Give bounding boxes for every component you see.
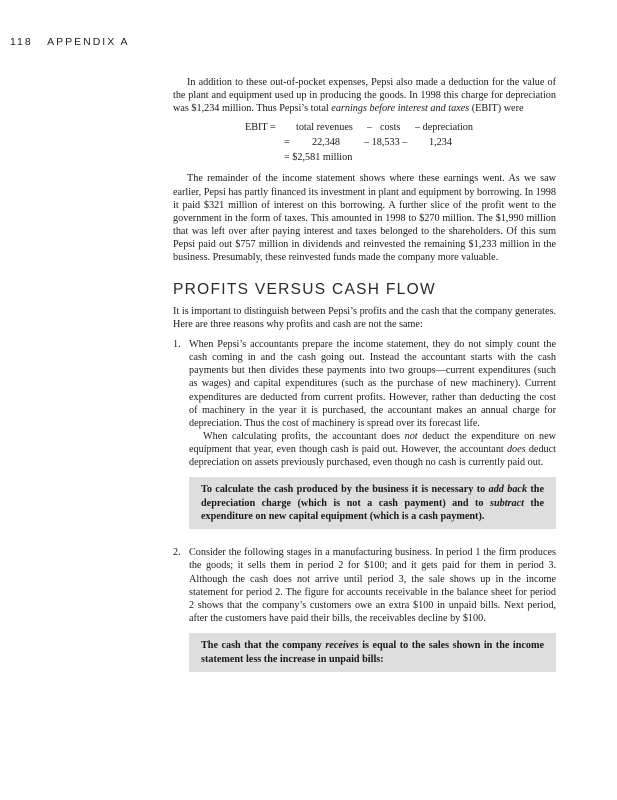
item-text: deduct the expenditure on new equipment that year, even though cash is paid out. However, the accountant [189, 430, 556, 456]
intro-text-b: (EBIT) were [469, 103, 524, 115]
eq-equals: = [284, 137, 290, 149]
eq-costs-value: – 18,533 – [364, 137, 408, 149]
eq-minus-1: – [367, 122, 373, 134]
item-number: 2. [173, 547, 181, 559]
callout-part: The cash that the company [201, 640, 326, 652]
eq-depreciation-value: 1,234 [429, 137, 452, 149]
section-heading: PROFITS VERSUS CASH FLOW [173, 280, 436, 298]
callout-emphasis: add back [488, 484, 528, 496]
item-paragraph: Consider the following stages in a manufacturing business. In period 1 the firm produces the goods; it sells them in period 2 for $100; and it gets paid for them in period 3. Although the cash does not arrive until period 3, the sale shows up in the income statement for period 2. The figure for accounts receivable in the balance sheet for period 2 shows that the company’s customers owe an extra $100 in unpaid bills. Next period, after the customers have paid their bills, the receivables decline by $100. [189, 547, 556, 625]
callout-part: the expenditure on new capital equipment (which is a cash payment). [201, 497, 544, 523]
callout-box [189, 477, 556, 529]
section-intro: It is important to distinguish between Pepsi’s profits and the cash that the company generates. Here are three reasons why profits and cash are not the same: [173, 305, 556, 330]
item-emphasis: does [506, 444, 526, 456]
item-text: When calculating profits, the accountant does [203, 430, 405, 442]
eq-result: = $2,581 million [284, 152, 353, 164]
running-head [10, 36, 130, 48]
ebit-equation [173, 121, 556, 165]
reasons-list [173, 338, 556, 470]
item-paragraph: When Pepsi’s accountants prepare the income statement, they do not simply count the cash coming in and the cash going out. Instead the accountant starts with the cash payments but then divides these payments into two groups—current expenditures (such as wages) and capital expenditures (such as the purchase of new machinery). Current expenditures are deducted from current profits. However, rather than deducting the cost of machinery in the year it is purchased, the accountant makes an annual charge for depreciation. Thus the cost of machinery is spread over its forecast life. [189, 338, 556, 429]
item-number: 1. [173, 338, 181, 350]
section-label: APPENDIX A [47, 36, 130, 48]
callout-text [201, 483, 544, 523]
intro-emphasis: earnings before interest and taxes [331, 103, 470, 115]
item-paragraph [189, 430, 556, 469]
list-item [173, 338, 556, 470]
eq-lhs: EBIT = [245, 122, 276, 134]
eq-depreciation: – depreciation [415, 122, 473, 134]
callout-part: is equal to the sales shown in the income statement less the increase in unpaid bills: [201, 640, 544, 665]
page-number: 118 [10, 36, 33, 48]
list-item [173, 546, 556, 625]
callout-part: To calculate the cash produced by the business it is necessary to [201, 484, 489, 496]
item-text: deduct depreciation on assets previously purchased, even though no cash is currently paid out. [189, 444, 556, 469]
page-body [173, 76, 556, 681]
callout-part: the depreciation charge (which is not a cash payment) and to [201, 484, 544, 509]
reasons-list-continued [173, 546, 556, 625]
intro-text-a: In addition to these out-of-pocket expenses, Pepsi also made a deduction for the value of the plant and equipment used up in producing the goods. In 1998 this charge for depreciation was $1,234 million. Thus Pepsi’s total [173, 77, 556, 115]
item-emphasis: not [404, 430, 418, 442]
callout-text [201, 639, 544, 666]
callout-emphasis: receives [325, 640, 359, 652]
callout-emphasis: subtract [489, 497, 524, 509]
income-paragraph: The remainder of the income statement shows where these earnings went. As we saw earlier, Pepsi has partly financed its investment in plant and equipment by borrowing. In 1998 it paid $321 million of interest on this borrowing. A further slice of the profit went to the government in the form of taxes. This amounted in 1998 to $270 million. The $1,990 million that was left over after paying interest and taxes belonged to the shareholders. Of this sum Pepsi paid out $757 million in dividends and reinvested the remaining $1,233 million in the business. Presumably, these reinvested funds made the company more valuable. [173, 173, 556, 264]
eq-revenue-value: 22,348 [312, 137, 341, 149]
callout-box [189, 633, 556, 672]
eq-total-revenues: total revenues [296, 122, 353, 134]
intro-paragraph [173, 76, 556, 115]
eq-costs: costs [380, 122, 401, 134]
